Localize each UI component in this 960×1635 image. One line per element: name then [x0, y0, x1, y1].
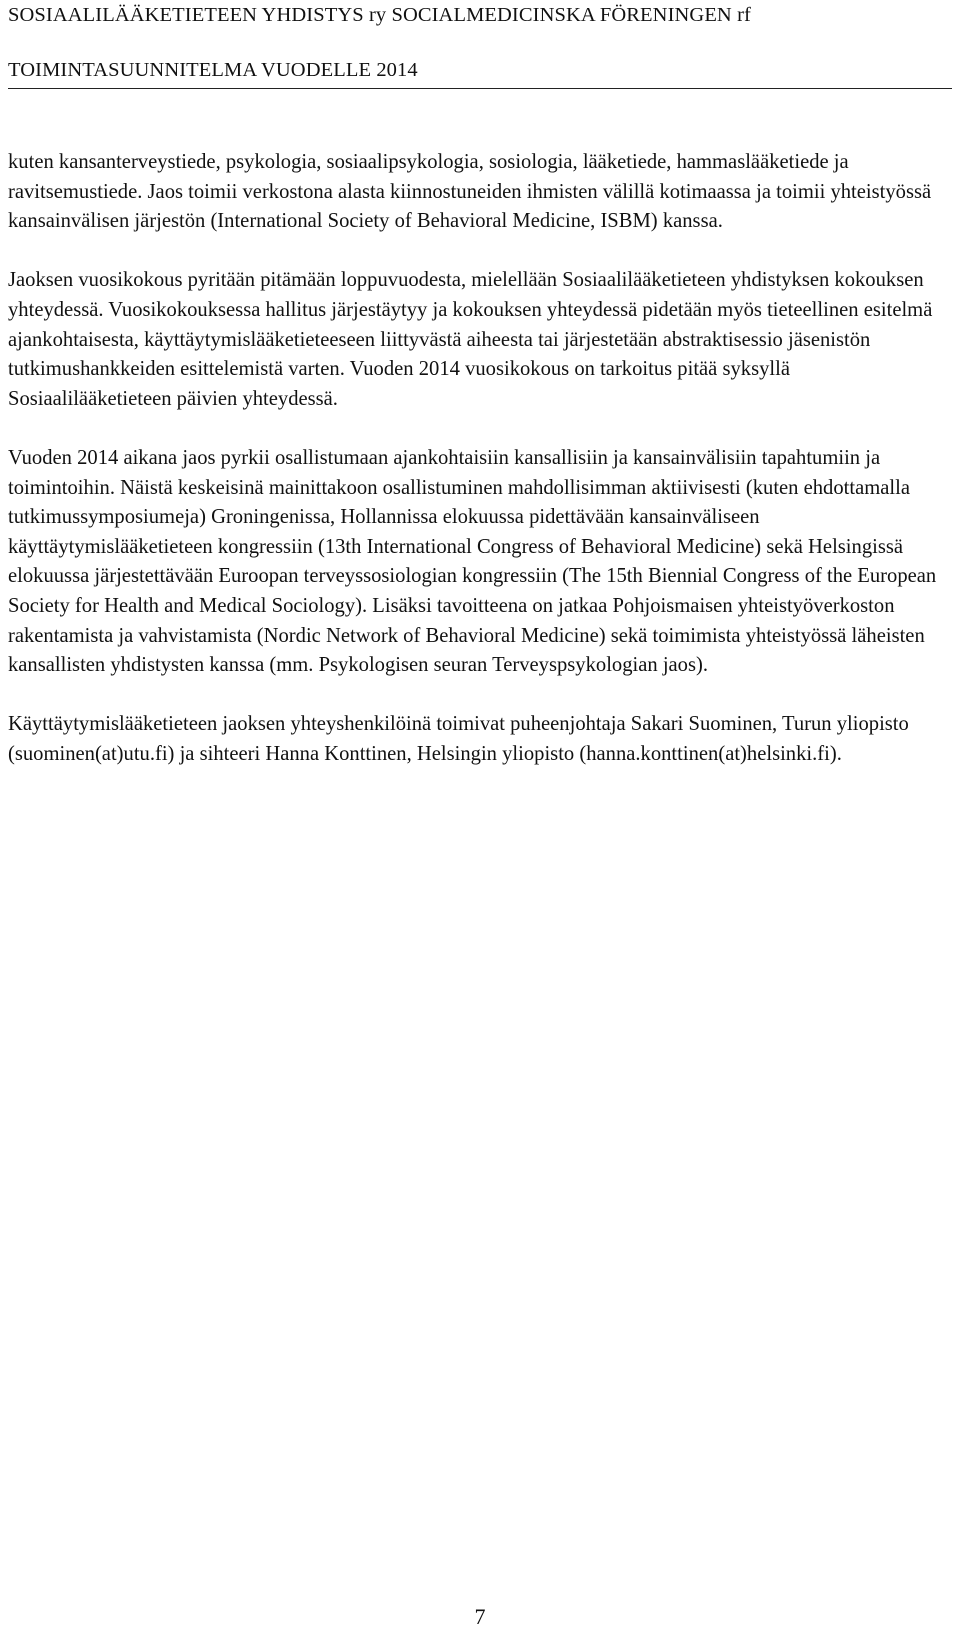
organization-name: SOSIAALILÄÄKETIETEEN YHDISTYS ry SOCIALMEDICINSKA FÖRENINGEN rf — [8, 4, 751, 26]
paragraph-2014-events: Vuoden 2014 aikana jaos pyrkii osallistumaan ajankohtaisiin kansallisiin ja kansainvälisiin tapahtumiin ja toimintoihin. Näistä keskeisinä mainittakoon osallistuminen mahdollisimman aktiivisesti (kuten ehdottamalla tutkimussymposiumeja) Groningenissa, Hollannissa elokuussa pidettävään kansainväliseen käyttäytymislääketieteen kongressiin (13th International Congress of Behavioral Medicine) sekä Helsingissä elokuussa järjestettävään Euroopan terveyssosiologian kongressiin (The 15th Biennial Congress of the European Society for Health and Medical Sociology). Lisäksi tavoitteena on jatkaa Pohjoismaisen yhteistyöverkoston rakentamista ja vahvistamista (Nordic Network of Behavioral Medicine) sekä toimimista yhteistyössä läheisten kansallisten yhdistysten kanssa (mm. Psykologisen seuran Terveyspsykologian jaos). — [8, 446, 937, 677]
body-text — [8, 148, 952, 799]
page-header — [8, 0, 952, 89]
paragraph-annual-meeting: Jaoksen vuosikokous pyritään pitämään loppuvuodesta, mielellään Sosiaalilääketieteen yhdistyksen kokouksen yhteydessä. Vuosikokouksessa hallitus järjestäytyy ja kokouksen yhteydessä pidetään myös tieteellinen esitelmä ajankohtaisesta, käyttäytymislääketieteeseen liittyvästä aiheesta tai järjestetään abstraktisessio jäsenistön tutkimushankkeiden esittelemistä varten. Vuoden 2014 vuosikokous on tarkoitus pitää syksyllä Sosiaalilääketieteen päivien yhteydessä. — [8, 269, 933, 410]
paragraph-contacts: Käyttäytymislääketieteen jaoksen yhteyshenkilöinä toimivat puheenjohtaja Sakari Suominen, Turun yliopisto (suominen(at)utu.fi) ja sihteeri Hanna Konttinen, Helsingin yliopisto (hanna.konttinen(at)helsinki.fi). — [8, 713, 909, 765]
page-number: 7 — [474, 1604, 486, 1629]
document-title: TOIMINTASUUNNITELMA VUODELLE 2014 — [8, 59, 418, 81]
paragraph-jaos-overview: kuten kansanterveystiede, psykologia, sosiaalipsykologia, sosiologia, lääketiede, hammaslääketiede ja ravitsemustiede. Jaos toimii verkostona alasta kiinnostuneiden ihmisten välillä kotimaassa ja toimii yhteistyössä kansainvälisen järjestön (International Society of Behavioral Medicine, ISBM) kanssa. — [8, 151, 932, 233]
